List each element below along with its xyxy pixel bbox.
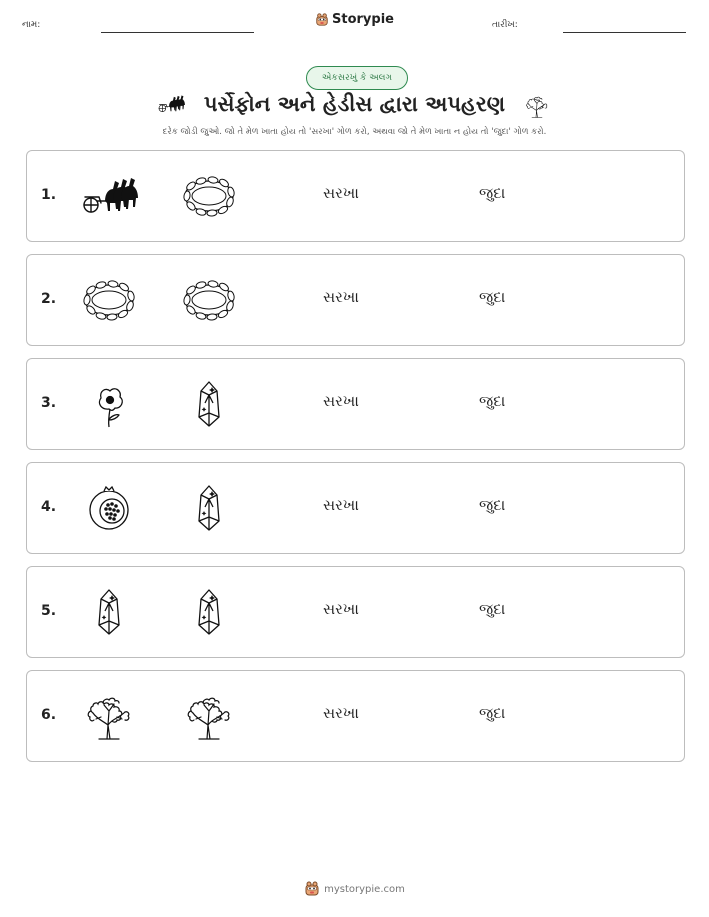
footer bbox=[0, 880, 709, 896]
pomegranate-icon bbox=[79, 483, 139, 533]
same-option[interactable]: સરખા bbox=[323, 184, 359, 202]
date-label: તારીખ: bbox=[492, 20, 518, 30]
question-number: 1. bbox=[41, 187, 57, 203]
question-row bbox=[26, 462, 685, 554]
crystal-icon bbox=[79, 587, 139, 637]
date-line[interactable] bbox=[563, 32, 686, 33]
wreath-icon bbox=[79, 275, 139, 325]
question-number: 5. bbox=[41, 603, 57, 619]
question-number: 2. bbox=[41, 291, 57, 307]
footer-url[interactable]: mystorypie.com bbox=[324, 884, 405, 895]
tree-icon bbox=[522, 92, 552, 120]
same-option[interactable]: સરખા bbox=[323, 392, 359, 410]
brand bbox=[0, 12, 709, 27]
brand-name: Storypie bbox=[332, 12, 394, 27]
different-option[interactable]: જુદા bbox=[479, 600, 506, 618]
different-option[interactable]: જુદા bbox=[479, 184, 506, 202]
page-title: પર્સેફોન અને હેડીસ દ્વારા અપહરણ bbox=[203, 92, 506, 116]
question-row bbox=[26, 150, 685, 242]
tree-icon bbox=[179, 691, 239, 741]
flower-icon bbox=[79, 379, 139, 429]
name-line[interactable] bbox=[101, 32, 254, 33]
wreath-icon bbox=[179, 171, 239, 221]
crystal-icon bbox=[179, 483, 239, 533]
storypie-logo-icon bbox=[315, 12, 329, 26]
question-row bbox=[26, 566, 685, 658]
same-option[interactable]: સરખા bbox=[323, 288, 359, 306]
same-option[interactable]: સરખા bbox=[323, 496, 359, 514]
crystal-icon bbox=[179, 587, 239, 637]
wreath-icon bbox=[179, 275, 239, 325]
same-option[interactable]: સરખા bbox=[323, 600, 359, 618]
question-row bbox=[26, 670, 685, 762]
different-option[interactable]: જુદા bbox=[479, 392, 506, 410]
question-number: 6. bbox=[41, 707, 57, 723]
different-option[interactable]: જુદા bbox=[479, 496, 506, 514]
chariot-icon bbox=[79, 171, 139, 221]
question-number: 3. bbox=[41, 395, 57, 411]
different-option[interactable]: જુદા bbox=[479, 704, 506, 722]
question-row bbox=[26, 254, 685, 346]
storypie-logo-icon bbox=[304, 880, 320, 896]
question-row bbox=[26, 358, 685, 450]
crystal-icon bbox=[179, 379, 239, 429]
question-number: 4. bbox=[41, 499, 57, 515]
instructions: દરેક જોડી જુઓ. જો તે મેળ ખાતા હોય તો 'સરખા' ગોળ કરો, અથવા જો તે મેળ ખાતા ન હોય તો 'જુદા' ગોળ કરો. bbox=[162, 127, 547, 137]
same-option[interactable]: સરખા bbox=[323, 704, 359, 722]
worksheet-type-badge: એકસરખું કે અલગ bbox=[306, 66, 408, 90]
different-option[interactable]: જુદા bbox=[479, 288, 506, 306]
name-label: નામ: bbox=[22, 20, 41, 30]
tree-icon bbox=[79, 691, 139, 741]
